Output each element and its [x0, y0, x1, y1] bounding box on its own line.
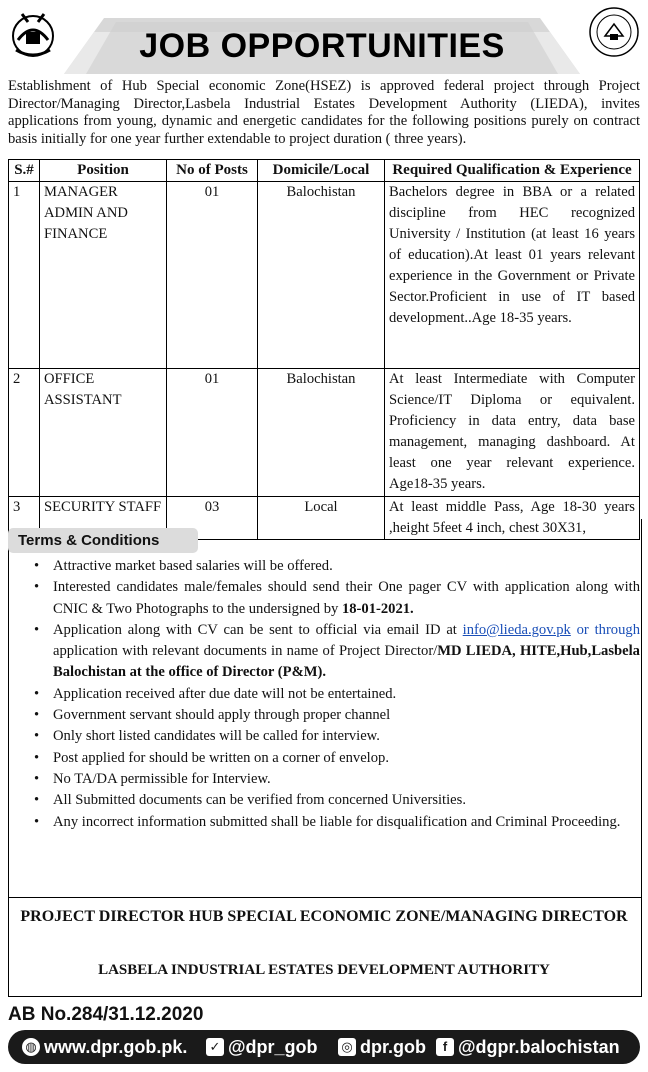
list-item: • Any incorrect information submitted shall be liable for disqualification and Criminal Proceeding. — [34, 813, 621, 830]
row-sno: 3 — [9, 497, 40, 540]
row-posts: 03 — [167, 497, 258, 540]
social-bar — [8, 1030, 640, 1064]
col-qualification-header: Required Qualification & Experience — [385, 160, 640, 182]
instagram-icon: ◎ — [338, 1038, 356, 1056]
list-item: • Attractive market based salaries will be offered. — [34, 558, 333, 574]
row-posts: 01 — [167, 182, 258, 369]
col-sno-header: S.# — [9, 160, 40, 182]
intro-paragraph: Establishment of Hub Special economic Zone(HSEZ) is approved federal project through Project Director/Managing Director,Lasbela Industrial Estates Development Authority (LIEDA), invites applications from young, dynamic and energetic candidates for the following positions purely on contract basis initially for one year further extendable to project duration ( three years). — [8, 78, 640, 147]
list-item: • Only short listed candidates will be called for interview. — [34, 728, 380, 745]
dpr-seal-icon — [588, 6, 640, 58]
row-sno: 1 — [9, 182, 40, 369]
list-item: • No TA/DA permissible for Interview. — [34, 770, 271, 787]
terms-title: Terms & Conditions — [8, 528, 198, 553]
deadline-date: 18-01-2021. — [341, 600, 414, 617]
row-position: SECURITY STAFF — [40, 497, 167, 540]
globe-icon: ◍ — [22, 1038, 40, 1056]
list-item: • Application received after due date will not be entertained. — [34, 685, 397, 702]
list-item: • All Submitted documents can be verified from concerned Universities. — [34, 792, 466, 809]
facebook-link[interactable]: f @dgpr.balochistan — [436, 1030, 620, 1064]
table-row — [9, 182, 640, 369]
facebook-icon: f — [436, 1038, 454, 1056]
ad-number: AB No.284/31.12.2020 — [8, 1004, 204, 1025]
row-qualification: At least middle Pass, Age 18-30 years ,height 5feet 4 inch, chest 30X31, — [385, 497, 640, 540]
list-item: • Interested candidates male/females should send their One pager CV with application along with CNIC & Two Photographs to the undersigned by 18-01-2021. — [34, 579, 640, 617]
row-position: MANAGER ADMIN AND FINANCE — [40, 182, 167, 369]
table-header-row — [9, 160, 640, 182]
instagram-link[interactable]: ◎ dpr.gob — [338, 1030, 426, 1064]
row-domicile: Balochistan — [258, 182, 385, 369]
row-sno: 2 — [9, 369, 40, 497]
website-link[interactable]: ◍ www.dpr.gob.pk. — [22, 1030, 187, 1064]
email-link[interactable]: info@lieda.gov.pk — [462, 621, 571, 638]
balochistan-govt-emblem-icon — [8, 10, 58, 60]
table-row — [9, 369, 640, 497]
list-item: • Application along with CV can be sent to official via email ID at info@lieda.gov.pk or through application with relevant documents in name of Project Director/MD LIEDA, HITE,Hub,Lasbela Balochistan at the office of Director (P&M). — [34, 621, 640, 681]
twitter-link[interactable]: ✓ @dpr_gob — [206, 1030, 318, 1064]
header — [0, 0, 648, 78]
col-posts-header: No of Posts — [167, 160, 258, 182]
signatory-title: PROJECT DIRECTOR HUB SPECIAL ECONOMIC ZONE/MANAGING DIRECTOR — [20, 908, 628, 925]
positions-table — [8, 159, 640, 540]
authority-name: LASBELA INDUSTRIAL ESTATES DEVELOPMENT AUTHORITY — [98, 962, 550, 978]
list-item: • Post applied for should be written on a corner of envelop. — [34, 749, 389, 766]
row-qualification: At least Intermediate with Computer Science/IT Diploma or equivalent. Proficiency in data entry, data base management, managing dashboard. At least one year relevant experience. Age18-35 years. — [385, 369, 640, 497]
list-item: • Government servant should apply through proper channel — [34, 707, 391, 724]
col-domicile-header: Domicile/Local — [258, 160, 385, 182]
row-domicile: Local — [258, 497, 385, 540]
col-position-header: Position — [40, 160, 167, 182]
row-qualification: Bachelors degree in BBA or a related discipline from HEC recognized University / Institution (at least 16 years of education).At least 01 years relevant experience in the Government or Private Sector.Proficient in use of IT based development..Age 18-35 years. — [385, 182, 640, 369]
twitter-icon: ✓ — [206, 1038, 224, 1056]
row-position: OFFICE ASSISTANT — [40, 369, 167, 497]
row-domicile: Balochistan — [258, 369, 385, 497]
row-posts: 01 — [167, 369, 258, 497]
terms-list — [30, 556, 640, 833]
page-title: JOB OPPORTUNITIES — [139, 26, 505, 65]
